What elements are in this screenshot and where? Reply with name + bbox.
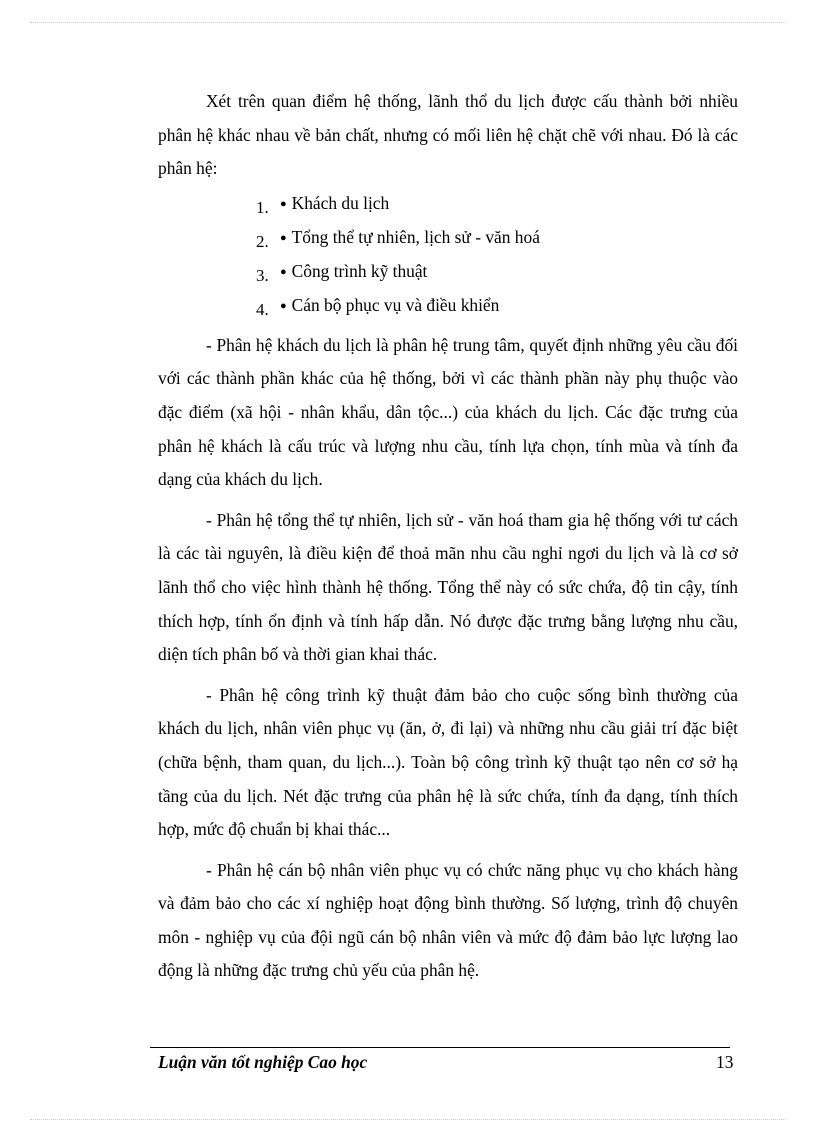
list-label: Tổng thể tự nhiên, lịch sử - văn hoá [291, 226, 540, 247]
bullet-icon: ● [280, 197, 287, 210]
page-number: 13 [716, 1052, 734, 1072]
footer-title: Luận văn tốt nghiệp Cao học [158, 1052, 368, 1072]
list-item [256, 220, 738, 254]
page-border-top [30, 22, 786, 23]
list-number: 3. [256, 265, 269, 285]
list-item [256, 186, 738, 220]
list-number: 2. [256, 231, 269, 251]
subsystem-list [158, 186, 738, 322]
list-number: 1. [256, 197, 269, 217]
document-body [158, 85, 738, 988]
list-label: Cán bộ phục vụ và điều khiển [291, 294, 500, 315]
page-border-bottom [30, 1119, 786, 1120]
list-number: 4. [256, 299, 269, 319]
bullet-icon: ● [280, 265, 287, 278]
paragraph-tourists: - Phân hệ khách du lịch là phân hệ trung tâm, quyết định những yêu cầu đối với các thành phần khác của hệ thống, bởi vì các thành phần này phụ thuộc vào đặc điểm (xã hội - nhân khẩu, dân tộc...) của khách du lịch. Các đặc trưng của phân hệ khách là cấu trúc và lượng nhu cầu, tính lựa chọn, tính mùa và tính đa dạng của khách du lịch. [158, 334, 738, 490]
list-label: Khách du lịch [291, 192, 390, 213]
paragraph-infrastructure: - Phân hệ công trình kỹ thuật đảm bảo cho cuộc sống bình thường của khách du lịch, nhân viên phục vụ (ăn, ở, đi lại) và những nhu cầu giải trí đặc biệt (chữa bệnh, tham quan, du lịch...). Toàn bộ công trình kỹ thuật tạo nên cơ sở hạ tầng của du lịch. Nét đặc trưng của phân hệ là sức chứa, tính đa dạng, tính thích hợp, mức độ chuẩn bị khai thác... [158, 684, 738, 840]
footer-divider [150, 1047, 730, 1048]
list-item [256, 288, 738, 322]
intro-paragraph: Xét trên quan điểm hệ thống, lãnh thổ du lịch được cấu thành bởi nhiều phân hệ khác nhau về bản chất, nhưng có mối liên hệ chặt chẽ với nhau. Đó là các phân hệ: [158, 91, 738, 179]
paragraph-staff: - Phân hệ cán bộ nhân viên phục vụ có chức năng phục vụ cho khách hàng và đảm bảo cho các xí nghiệp hoạt động bình thường. Số lượng, trình độ chuyên môn - nghiệp vụ của đội ngũ cán bộ nhân viên và mức độ đảm bảo lực lượng lao động là những đặc trưng chủ yếu của phân hệ. [158, 859, 738, 981]
list-label: Công trình kỹ thuật [291, 260, 428, 281]
bullet-icon: ● [280, 299, 287, 312]
list-item [256, 254, 738, 288]
paragraph-nature-culture: - Phân hệ tổng thể tự nhiên, lịch sử - văn hoá tham gia hệ thống với tư cách là các tài nguyên, là điều kiện để thoả mãn nhu cầu nghỉ ngơi du lịch và là cơ sở lãnh thổ cho việc hình thành hệ thống. Tổng thể này có sức chứa, độ tin cậy, tính thích hợp, tính ổn định và tính hấp dẫn. Nó được đặc trưng bằng lượng nhu cầu, diện tích phân bố và thời gian khai thác. [158, 509, 738, 665]
bullet-icon: ● [280, 231, 287, 244]
